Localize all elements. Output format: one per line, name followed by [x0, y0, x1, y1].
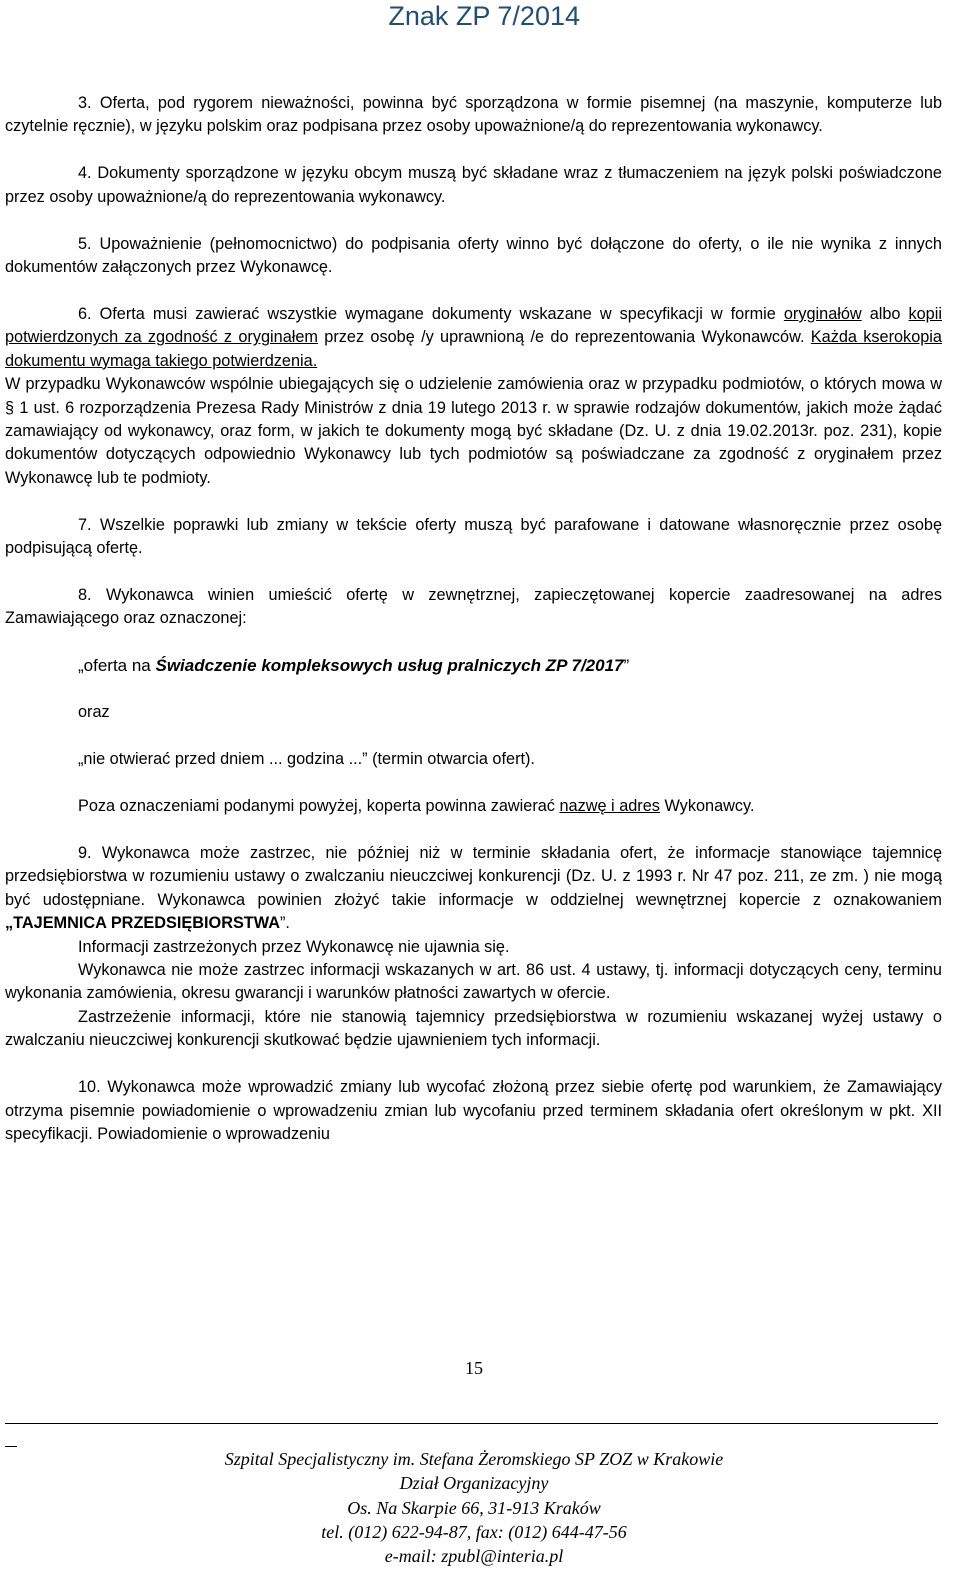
section-6-text: 6. Oferta musi zawierać wszystkie wymagane dokumenty wskazane w specyfikacji w formie: [78, 304, 784, 323]
envelope-open-note: „nie otwierać przed dniem ... godzina ...” (termin otwarcia ofert).: [78, 750, 535, 769]
envelope-oraz: oraz: [78, 703, 110, 722]
envelope-label-line: [5, 654, 942, 677]
envelope-label-suffix: ”: [623, 656, 630, 676]
footer-phone-fax: tel. (012) 622-94-87, fax: (012) 644-47-56: [321, 1521, 627, 1542]
section-10-paragraph: 10. Wykonawca może wprowadzić zmiany lub wycofać złożoną przez siebie ofertę pod warunkiem, że Zamawiający otrzyma pisemnie powiadomienie o wprowadzeniu zmian lub wycofaniu przed terminem składania ofert określonym w pkt. XII specyfikacji. Powiadomienie o wprowadzeniu: [5, 1078, 942, 1143]
section-6-paragraph: [5, 303, 942, 373]
section-6-underlined-originals: oryginałów: [783, 304, 862, 323]
section-9-text: 9. Wykonawca może zastrzec, nie później niż w terminie składania ofert, że informacje stanowiące tajemnicę przedsiębiorstwa w rozumieniu ustawy o zwalczaniu nieuczciwej konkurencji (Dz. U. z 1993 r. Nr 47 poz. 211, ze zm. ) nie mogą być udostępniane. Wykonawca powinien złożyć takie informacje w oddzielnej wewnętrznej kopercie z oznakowaniem: [5, 843, 942, 909]
section-6-joint-bidders-paragraph: W przypadku Wykonawców wspólnie ubiegających się o udzielenie zamówienia oraz w przypadku podmiotów, o których mowa w § 1 ust. 6 rozporządzenia Prezesa Rady Ministrów z dnia 19 lutego 2013 r. w sprawie rodzajów dokumentów, jakich może żądać zamawiający od wykonawcy, oraz form, w jakich te dokumenty mogą być składane (Dz. U. z dnia 19.02.2013r. poz. 231), kopie dokumentów dotyczących odpowiednio Wykonawcy lub tych podmiotów są poświadczane za zgodność z oryginałem przez Wykonawcę lub te podmioty.: [5, 375, 942, 487]
envelope-extra-marking: [5, 795, 942, 818]
envelope-label-title: Świadczenie kompleksowych usług pralniczych ZP 7/2017: [155, 656, 624, 676]
section-4-paragraph: 4. Dokumenty sporządzone w języku obcym muszą być składane wraz z tłumaczeniem na język polski poświadczone przez osoby upoważnione/ą do reprezentowania wykonawcy.: [5, 164, 942, 206]
envelope-extra-text: Poza oznaczeniami podanymi powyżej, koperta powinna zawierać: [78, 797, 560, 816]
envelope-extra-text: Wykonawcy.: [659, 797, 755, 816]
section-9-text: ”.: [279, 914, 290, 933]
footer-email: e-mail: zpubl@interia.pl: [384, 1546, 564, 1567]
section-9-confidential-note: Informacji zastrzeżonych przez Wykonawcę nie ujawnia się.: [78, 937, 510, 956]
footer-department: Dział Organizacyjny: [399, 1473, 549, 1494]
section-9-paragraph: [5, 842, 942, 936]
section-7-paragraph: 7. Wszelkie poprawki lub zmiany w tekście oferty muszą być parafowane i datowane własnoręcznie przez osobę podpisującą ofertę.: [5, 515, 942, 558]
section-5-paragraph: 5. Upoważnienie (pełnomocnictwo) do podpisania oferty winno być dołączone do oferty, o ile nie wynika z innych dokumentów załączonych przez Wykonawcę.: [5, 234, 942, 277]
section-6-text: przez osobę /y uprawnioną /e do reprezentowania Wykonawców.: [318, 328, 811, 347]
section-9-bold-marking: „TAJEMNICA PRZEDSIĘBIORSTWA: [5, 914, 280, 933]
section-8-paragraph: 8. Wykonawca winien umieścić ofertę w zewnętrznej, zapieczętowanej kopercie zaadresowanej na adres Zamawiającego oraz oznaczonej:: [5, 586, 942, 628]
section-3-paragraph: 3. Oferta, pod rygorem nieważności, powinna być sporządzona w formie pisemnej (na maszynie, komputerze lub czytelnie ręcznie), w języku polskim oraz podpisana przez osoby upoważnione/ą do reprezentowania wykonawcy.: [5, 94, 942, 136]
document-body: [5, 92, 942, 1146]
document-reference: Znak ZP 7/2014: [388, 1, 580, 31]
page-number: 15: [465, 1358, 483, 1378]
section-6-underlined-note: Każda kserokopia dokumentu wymaga takiego potwierdzenia.: [5, 328, 942, 370]
footer: [0, 1447, 948, 1568]
envelope-label-prefix: „oferta na: [78, 656, 156, 676]
footer-hospital-name: Szpital Specjalistyczny im. Stefana Żeromskiego SP ZOZ w Krakowie: [224, 1449, 724, 1469]
section-9-exclusions: Wykonawca nie może zastrzec informacji wskazanych w art. 86 ust. 4 ustawy, tj. informacji dotyczących ceny, terminu wykonania zamówienia, okresu gwarancji i warunków płatności zawartych w ofercie.: [5, 960, 942, 1003]
section-9-consequence: Zastrzeżenie informacji, które nie stanowią tajemnicy przedsiębiorstwa w rozumieniu wskazanej wyżej ustawy o zwalczaniu nieuczciwej konkurencji skutkować będzie ujawnieniem tych informacji.: [5, 1007, 942, 1050]
envelope-extra-underlined: nazwę i adres: [559, 797, 660, 816]
section-6-text: albo: [861, 304, 909, 323]
footer-divider: [5, 1423, 938, 1424]
section-6-underlined-copies: kopii potwierdzonych za zgodność z oryginałem: [5, 304, 942, 347]
footer-address: Os. Na Skarpie 66, 31-913 Kraków: [347, 1497, 601, 1518]
